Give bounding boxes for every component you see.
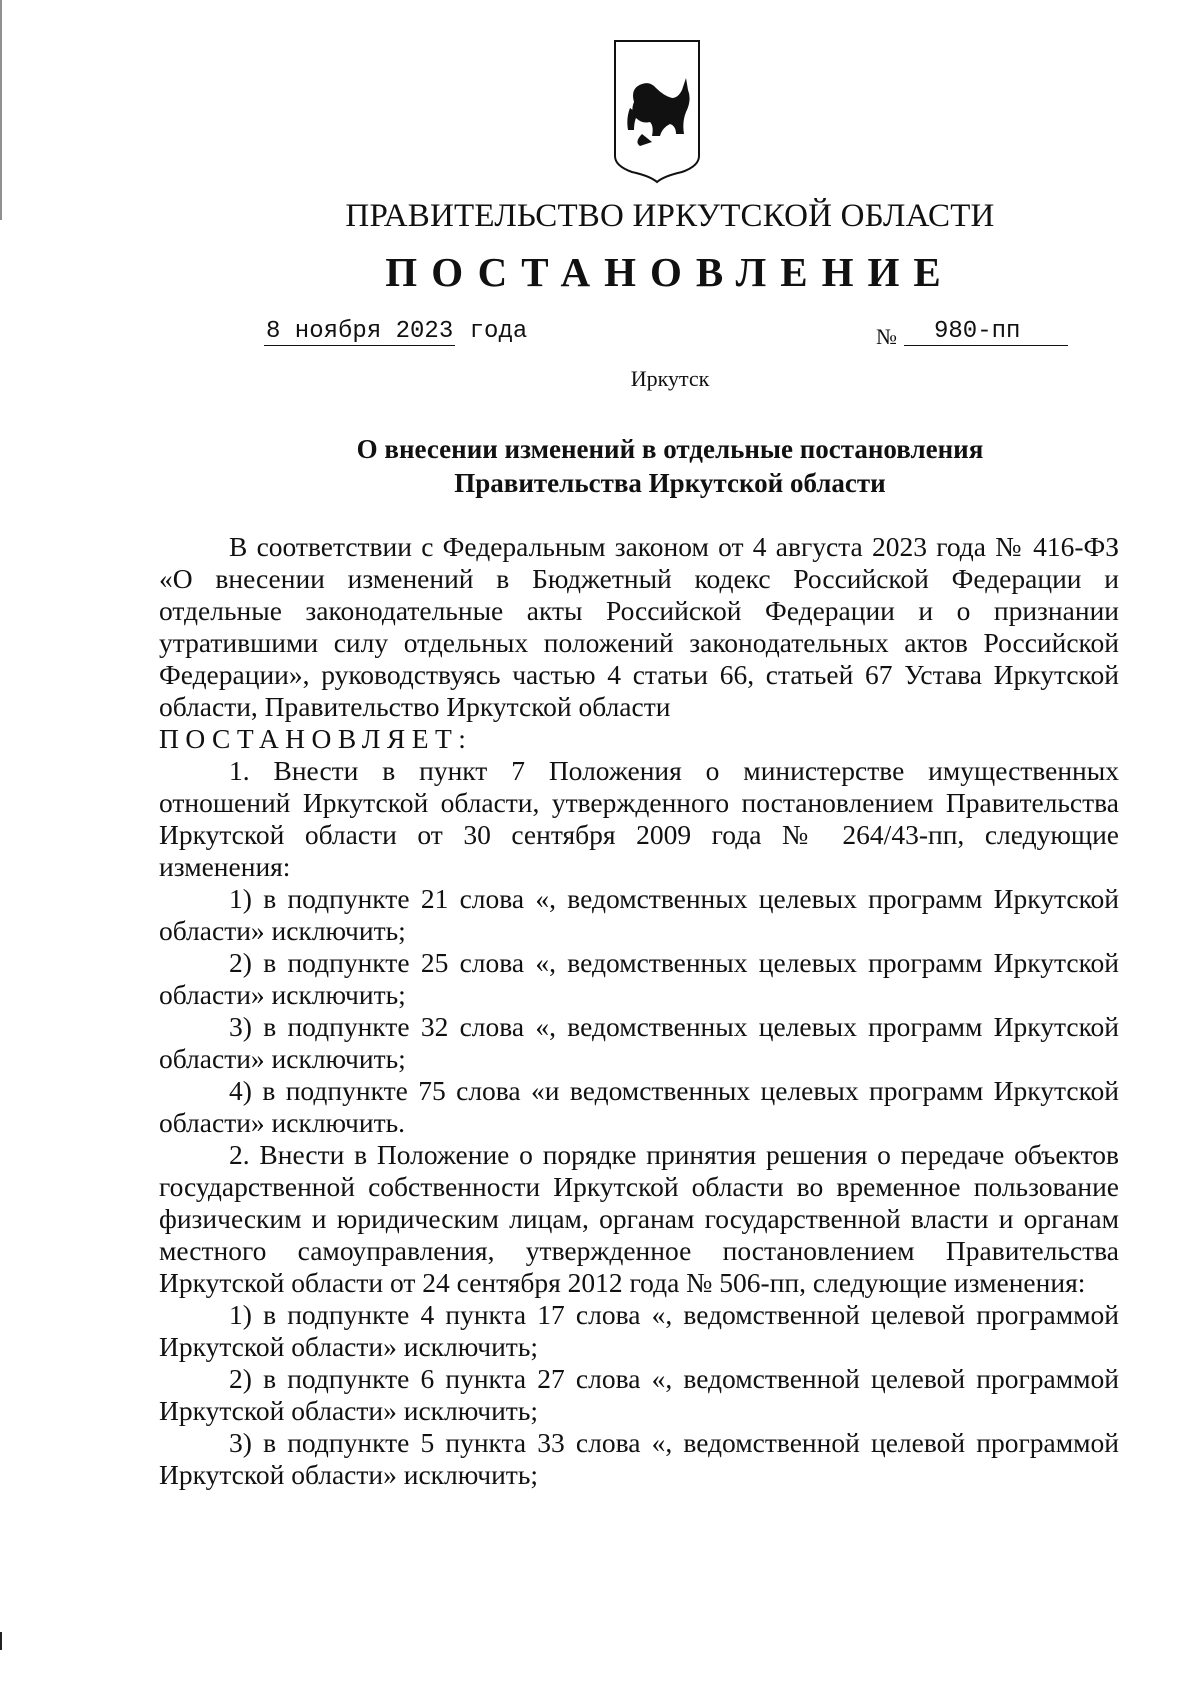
title-line-2: Правительства Иркутской области bbox=[454, 468, 886, 498]
date-suffix: года bbox=[469, 318, 528, 345]
subparagraph-2-3: 3) в подпункте 5 пункта 33 слова «, ведомственной целевой программой Иркутской области» исключить; bbox=[159, 1427, 1119, 1490]
date-filled: 8 ноября 2023 bbox=[266, 318, 454, 345]
document-body bbox=[159, 531, 1119, 1491]
organization-name: ПРАВИТЕЛЬСТВО ИРКУТСКОЙ ОБЛАСТИ bbox=[345, 198, 995, 234]
scan-mark-top-left bbox=[0, 0, 2, 220]
subparagraph-1-2: 2) в подпункте 25 слова «, ведомственных целевых программ Иркутской области» исключить; bbox=[159, 947, 1119, 1010]
number-sign: № bbox=[876, 324, 897, 349]
title-line-1: О внесении изменений в отдельные постановления bbox=[356, 434, 984, 464]
scan-mark-bottom-left bbox=[0, 1632, 2, 1650]
emblem-icon bbox=[612, 38, 702, 184]
paragraph-1: 1. Внести в пункт 7 Положения о министерстве имущественных отношений Иркутской области, утвержденного постановлением Правительства Иркутской области от 30 сентября 2009 года № 264/43-пп, следующие изменения: bbox=[159, 755, 1119, 882]
decree-word: ПОСТАНОВЛЯЕТ: bbox=[159, 723, 473, 754]
subparagraph-1-1: 1) в подпункте 21 слова «, ведомственных целевых программ Иркутской области» исключить; bbox=[159, 883, 1119, 946]
subparagraph-2-2: 2) в подпункте 6 пункта 27 слова «, ведомственной целевой программой Иркутской области» исключить; bbox=[159, 1363, 1119, 1426]
document-number: 980-пп bbox=[904, 318, 1068, 346]
city: Иркутск bbox=[630, 366, 710, 391]
subparagraph-1-4: 4) в подпункте 75 слова «и ведомственных целевых программ Иркутской области» исключить. bbox=[159, 1075, 1119, 1138]
document-date bbox=[264, 318, 527, 345]
subparagraph-1-3: 3) в подпункте 32 слова «, ведомственных целевых программ Иркутской области» исключить; bbox=[159, 1011, 1119, 1074]
document-type: ПОСТАНОВЛЕНИЕ bbox=[385, 249, 955, 295]
subparagraph-2-1: 1) в подпункте 4 пункта 17 слова «, ведомственной целевой программой Иркутской области» исключить; bbox=[159, 1299, 1119, 1362]
paragraph-2: 2. Внести в Положение о порядке принятия решения о передаче объектов государственной собственности Иркутской области во временное пользование физическим и юридическим лицам, органам государственной власти и органам местного самоуправления, утвержденное постановлением Правительства Иркутской области от 24 сентября 2012 года № 506-пп, следующие изменения: bbox=[159, 1139, 1119, 1298]
document-title bbox=[0, 432, 1200, 500]
preamble-paragraph: В соответствии с Федеральным законом от 4 августа 2023 года № 416-ФЗ «О внесении изменений в Бюджетный кодекс Российской Федерации и отдельные законодательные акты Российской Федерации и о признании утратившими силу отдельных положений законодательных актов Российской Федерации», руководствуясь частью 4 статьи 66, статьей 67 Устава Иркутской области, Правительство Иркутской области bbox=[159, 531, 1119, 722]
